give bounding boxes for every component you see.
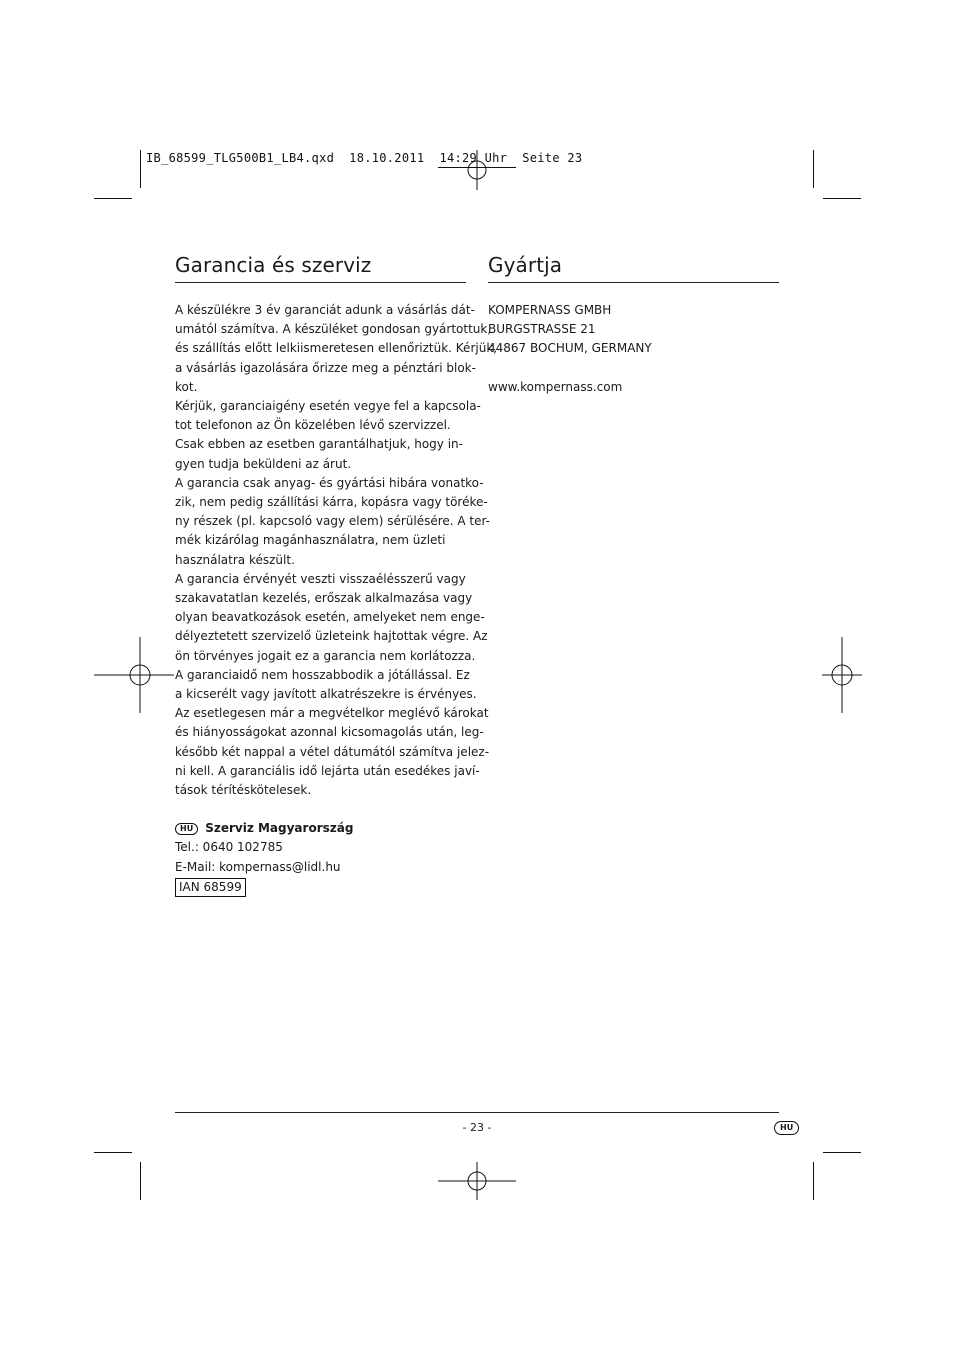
warranty-line: Kérjük, garanciaigény esetén vegye fel a kapcsola- bbox=[175, 399, 481, 414]
crop-mark bbox=[823, 1152, 861, 1153]
warranty-line: és hiányosságokat azonnal kicsomagolás után, leg- bbox=[175, 725, 484, 740]
service-email: E-Mail: kompernass@lidl.hu bbox=[175, 859, 341, 874]
crop-mark bbox=[140, 1162, 141, 1200]
warranty-line: A garanciaidő nem hosszabbodik a jótállással. Ez bbox=[175, 667, 470, 682]
hu-country-badge: HU bbox=[175, 823, 198, 835]
warranty-line: tások térítéskötelesek. bbox=[175, 783, 312, 798]
warranty-line: umától számítva. A készüléket gondosan gyártottuk, bbox=[175, 322, 492, 337]
crop-mark bbox=[813, 150, 814, 188]
service-phone: Tel.: 0640 102785 bbox=[175, 840, 283, 855]
spacer bbox=[175, 800, 466, 819]
warranty-column bbox=[175, 252, 498, 897]
service-title bbox=[175, 819, 466, 838]
warranty-line: zik, nem pedig szállítási kárra, kopásra vagy töréke- bbox=[175, 495, 488, 510]
warranty-line: ni kell. A garanciális idő lejárta után esedékes javí- bbox=[175, 763, 480, 778]
warranty-line: Csak ebben az esetben garantálhatjuk, hogy in- bbox=[175, 437, 463, 452]
warranty-line: gyen tudja beküldeni az árut. bbox=[175, 456, 352, 471]
warranty-line: ön törvényes jogait ez a garancia nem korlátozza. bbox=[175, 648, 476, 663]
warranty-line: használatra készült. bbox=[175, 552, 295, 567]
warranty-heading: Garancia és szerviz bbox=[175, 252, 466, 283]
manufacturer-heading: Gyártja bbox=[488, 252, 779, 283]
crop-mark bbox=[813, 1162, 814, 1200]
warranty-line: Az esetlegesen már a megvételkor meglévő károkat bbox=[175, 706, 489, 721]
warranty-line: A garancia érvényét veszti visszaélésszerű vagy bbox=[175, 571, 466, 586]
warranty-line: délyeztetett szervizelő üzleteink hajtottak végre. Az bbox=[175, 629, 488, 644]
website-link[interactable]: www.kompernass.com bbox=[488, 379, 623, 394]
warranty-line: A garancia csak anyag- és gyártási hibára vonatko- bbox=[175, 475, 484, 490]
address-line: KOMPERNASS GMBH bbox=[488, 303, 612, 317]
warranty-line: olyan beavatkozások esetén, amelyeket nem enge- bbox=[175, 610, 485, 625]
file-slug: IB_68599_TLG500B1_LB4.qxd 18.10.2011 14:29 Uhr Seite 23 bbox=[146, 151, 583, 165]
warranty-line: később két nappal a vétel dátumától számítva jelez- bbox=[175, 744, 490, 759]
warranty-line: ny részek (pl. kapcsoló vagy elem) sérülésére. A ter- bbox=[175, 514, 491, 529]
hu-footer-badge: HU bbox=[774, 1121, 799, 1135]
service-title-text: Szerviz Magyarország bbox=[205, 821, 354, 836]
manufacturer-body bbox=[488, 301, 779, 397]
crop-mark bbox=[823, 198, 861, 199]
warranty-line: mék kizárólag magánhasználatra, nem üzleti bbox=[175, 533, 446, 548]
warranty-line: A készülékre 3 év garanciát adunk a vásárlás dát- bbox=[175, 303, 475, 317]
warranty-line: a kicserélt vagy javított alkatrészekre is érvényes. bbox=[175, 687, 477, 702]
ian-number-box: IAN 68599 bbox=[175, 878, 246, 897]
address-line: 44867 BOCHUM, GERMANY bbox=[488, 341, 652, 356]
crop-mark bbox=[94, 198, 132, 199]
crop-mark bbox=[94, 1152, 132, 1153]
warranty-line: tot telefonon az Ön közelében lévő szervizzel. bbox=[175, 418, 451, 433]
warranty-line: a vásárlás igazolására őrizze meg a pénztári blok- bbox=[175, 360, 476, 375]
crop-mark bbox=[140, 150, 141, 188]
warranty-line: szakavatatlan kezelés, erőszak alkalmazása vagy bbox=[175, 591, 473, 606]
warranty-body bbox=[175, 301, 498, 897]
address-line: BURGSTRASSE 21 bbox=[488, 322, 596, 337]
footer-rule bbox=[175, 1112, 779, 1113]
registration-mark-top bbox=[438, 150, 516, 190]
warranty-line: és szállítás előtt lelkiismeretesen ellenőriztük. Kérjük, bbox=[175, 341, 498, 356]
page-number: - 23 - bbox=[462, 1121, 492, 1134]
spacer bbox=[488, 359, 779, 378]
registration-mark-bottom bbox=[438, 1162, 516, 1200]
registration-mark-left bbox=[94, 637, 174, 713]
manufacturer-column bbox=[488, 252, 779, 397]
warranty-line: kot. bbox=[175, 379, 198, 394]
registration-mark-right bbox=[822, 637, 862, 713]
